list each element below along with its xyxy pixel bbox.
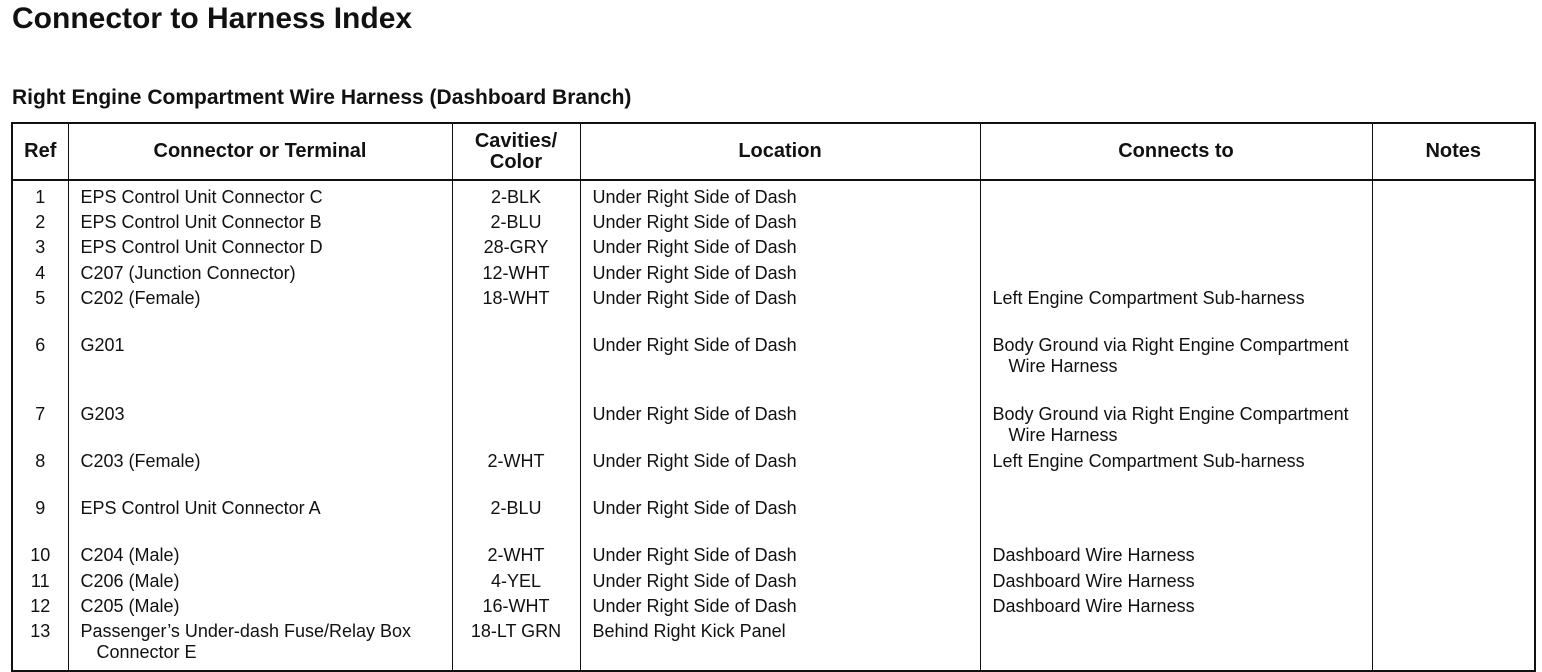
cell-location-text: Under Right Side of Dash	[592, 187, 797, 207]
cell-connector-text: G203	[80, 404, 125, 424]
cell-cavities-color	[452, 543, 580, 569]
cell-ref	[12, 449, 68, 474]
table-row	[12, 210, 1535, 235]
cell-ref	[12, 569, 68, 594]
cell-connects-to	[980, 261, 1372, 286]
spacer-cell	[68, 666, 452, 671]
cell-cavities-color-text: 16-WHT	[482, 596, 550, 616]
cell-connects-to-text: Dashboard Wire Harness	[992, 571, 1195, 591]
header-location: Location	[580, 123, 980, 180]
cell-connector-continuation: Connector E	[96, 642, 197, 662]
cell-connector-text: C202 (Female)	[80, 288, 201, 308]
cell-connects-to-text: Dashboard Wire Harness	[992, 596, 1195, 616]
cell-ref-text: 7	[35, 404, 46, 424]
table-row	[12, 619, 1535, 666]
cell-cavities-color	[452, 402, 580, 449]
cell-connects-to-text: Body Ground via Right Engine Compartment	[992, 404, 1349, 424]
cell-ref	[12, 474, 68, 543]
header-connects-to: Connects to	[980, 123, 1372, 180]
cell-ref	[12, 402, 68, 449]
cell-cavities-color	[452, 449, 580, 474]
cell-connector	[68, 286, 452, 311]
cell-connects-to-text: Dashboard Wire Harness	[992, 545, 1195, 565]
cell-cavities-color	[452, 474, 580, 543]
cell-cavities-color-text: 2-WHT	[487, 545, 545, 565]
cell-notes	[1372, 619, 1535, 666]
cell-cavities-color-text: 28-GRY	[483, 237, 549, 257]
cell-ref	[12, 261, 68, 286]
cell-notes	[1372, 474, 1535, 543]
cell-cavities-color	[452, 619, 580, 666]
cell-connects-to	[980, 235, 1372, 261]
cell-location	[580, 474, 980, 543]
cell-connects-to	[980, 311, 1372, 402]
cell-ref	[12, 619, 68, 666]
table-row	[12, 449, 1535, 474]
cell-notes	[1372, 235, 1535, 261]
cell-location	[580, 311, 980, 402]
cell-ref	[12, 210, 68, 235]
cell-connector-text: Passenger’s Under-dash Fuse/Relay Box	[80, 621, 412, 641]
cell-notes	[1372, 594, 1535, 619]
cell-ref-text: 12	[30, 596, 51, 616]
cell-ref-text: 1	[35, 187, 46, 207]
table-row	[12, 261, 1535, 286]
table-row	[12, 180, 1535, 210]
cell-cavities-color-text: 2-WHT	[487, 451, 545, 471]
header-connector: Connector or Terminal	[68, 123, 452, 180]
cell-ref	[12, 311, 68, 402]
cell-location	[580, 286, 980, 311]
cell-notes	[1372, 311, 1535, 402]
connector-index-table	[11, 122, 1536, 672]
cell-ref	[12, 180, 68, 210]
cell-location-text: Under Right Side of Dash	[592, 288, 797, 308]
cell-ref-text: 3	[35, 237, 46, 257]
table-row	[12, 594, 1535, 619]
cell-notes	[1372, 210, 1535, 235]
cell-connector	[68, 210, 452, 235]
cell-cavities-color-text: 2-BLK	[490, 187, 542, 207]
cell-location	[580, 402, 980, 449]
cell-connector	[68, 569, 452, 594]
cell-connector	[68, 543, 452, 569]
cell-connector-text: C203 (Female)	[80, 451, 201, 471]
cell-location-text: Under Right Side of Dash	[592, 335, 797, 355]
spacer-cell	[980, 666, 1372, 671]
table-row	[12, 543, 1535, 569]
cell-cavities-color-text: 18-LT GRN	[470, 621, 562, 641]
cell-cavities-color	[452, 261, 580, 286]
cell-connects-to	[980, 543, 1372, 569]
cell-connector-text: G201	[80, 335, 125, 355]
spacer-cell	[12, 666, 68, 671]
table-row	[12, 569, 1535, 594]
table-row	[12, 474, 1535, 543]
cell-cavities-color-text: 4-YEL	[490, 571, 542, 591]
cell-cavities-color	[452, 569, 580, 594]
cell-ref-text: 2	[35, 212, 46, 232]
cell-location-text: Under Right Side of Dash	[592, 596, 797, 616]
cell-location-text: Under Right Side of Dash	[592, 404, 797, 424]
cell-notes	[1372, 261, 1535, 286]
cell-cavities-color	[452, 311, 580, 402]
cell-location	[580, 594, 980, 619]
cell-notes	[1372, 402, 1535, 449]
cell-location	[580, 261, 980, 286]
cell-connects-to-text: Left Engine Compartment Sub-harness	[992, 451, 1305, 471]
cell-cavities-color	[452, 180, 580, 210]
cell-location-text: Under Right Side of Dash	[592, 212, 797, 232]
table-row	[12, 311, 1535, 402]
cell-connects-to	[980, 449, 1372, 474]
cell-cavities-color	[452, 235, 580, 261]
cell-connects-to	[980, 286, 1372, 311]
cell-ref-text: 11	[30, 571, 50, 591]
cell-notes	[1372, 449, 1535, 474]
cell-connector-text: C204 (Male)	[80, 545, 180, 565]
cell-ref	[12, 543, 68, 569]
cell-cavities-color-text: 2-BLU	[490, 212, 542, 232]
cell-location-text: Under Right Side of Dash	[592, 498, 797, 518]
table-body	[12, 180, 1535, 671]
cell-connects-to-text: Body Ground via Right Engine Compartment	[992, 335, 1349, 355]
table-bottom-spacer	[12, 666, 1535, 671]
cell-connector	[68, 449, 452, 474]
cell-ref	[12, 286, 68, 311]
cell-connector-text: C205 (Male)	[80, 596, 180, 616]
table-row	[12, 286, 1535, 311]
cell-connects-to	[980, 402, 1372, 449]
table-row	[12, 402, 1535, 449]
cell-connects-to	[980, 619, 1372, 666]
cell-connector-text: C206 (Male)	[80, 571, 180, 591]
cell-ref-text: 4	[35, 263, 46, 283]
cell-connector	[68, 180, 452, 210]
cell-connects-to-continuation: Wire Harness	[1008, 425, 1118, 445]
cell-cavities-color	[452, 210, 580, 235]
section-title: Right Engine Compartment Wire Harness (Dashboard Branch)	[12, 86, 632, 109]
cell-location-text: Under Right Side of Dash	[592, 571, 797, 591]
cell-connector-text: EPS Control Unit Connector B	[80, 212, 322, 232]
cell-location	[580, 235, 980, 261]
cell-location	[580, 180, 980, 210]
cell-connector-text: C207 (Junction Connector)	[80, 263, 296, 283]
table-row	[12, 235, 1535, 261]
cell-location	[580, 619, 980, 666]
header-notes: Notes	[1372, 123, 1535, 180]
cell-ref-text: 8	[35, 451, 46, 471]
cell-ref	[12, 235, 68, 261]
cell-ref-text: 6	[35, 335, 46, 355]
cell-connector-text: EPS Control Unit Connector C	[80, 187, 323, 207]
header-ref: Ref	[12, 123, 68, 180]
spacer-cell	[1372, 666, 1535, 671]
cell-connector	[68, 235, 452, 261]
cell-location-text: Under Right Side of Dash	[592, 237, 797, 257]
cell-location	[580, 543, 980, 569]
cell-notes	[1372, 180, 1535, 210]
cell-ref-text: 13	[30, 621, 51, 641]
cell-location-text: Behind Right Kick Panel	[592, 621, 786, 641]
cell-ref-text: 5	[35, 288, 46, 308]
cell-connects-to	[980, 180, 1372, 210]
cell-location-text: Under Right Side of Dash	[592, 263, 797, 283]
cell-location-text: Under Right Side of Dash	[592, 451, 797, 471]
table-header-row	[12, 123, 1535, 180]
header-cavities-color: Cavities/ Color	[452, 123, 580, 180]
cell-notes	[1372, 543, 1535, 569]
spacer-cell	[580, 666, 980, 671]
cell-location	[580, 569, 980, 594]
cell-cavities-color	[452, 286, 580, 311]
cell-cavities-color-text: 12-WHT	[482, 263, 550, 283]
cell-connector-text: EPS Control Unit Connector D	[80, 237, 323, 257]
cell-connects-to	[980, 210, 1372, 235]
cell-location-text: Under Right Side of Dash	[592, 545, 797, 565]
cell-location	[580, 210, 980, 235]
cell-ref-text: 10	[30, 545, 51, 565]
cell-connects-to	[980, 594, 1372, 619]
page-title: Connector to Harness Index	[12, 2, 413, 35]
cell-connects-to	[980, 569, 1372, 594]
cell-connects-to-continuation: Wire Harness	[1008, 356, 1118, 376]
cell-connector-text: EPS Control Unit Connector A	[80, 498, 321, 518]
cell-notes	[1372, 286, 1535, 311]
cell-connects-to-text: Left Engine Compartment Sub-harness	[992, 288, 1305, 308]
cell-connector	[68, 311, 452, 402]
cell-connector	[68, 261, 452, 286]
cell-connector	[68, 619, 452, 666]
cell-connector	[68, 474, 452, 543]
cell-cavities-color-text: 2-BLU	[490, 498, 542, 518]
cell-notes	[1372, 569, 1535, 594]
spacer-cell	[452, 666, 580, 671]
cell-ref	[12, 594, 68, 619]
cell-location	[580, 449, 980, 474]
cell-connector	[68, 594, 452, 619]
cell-cavities-color-text: 18-WHT	[482, 288, 550, 308]
cell-connects-to	[980, 474, 1372, 543]
cell-connector	[68, 402, 452, 449]
cell-ref-text: 9	[35, 498, 46, 518]
cell-cavities-color	[452, 594, 580, 619]
